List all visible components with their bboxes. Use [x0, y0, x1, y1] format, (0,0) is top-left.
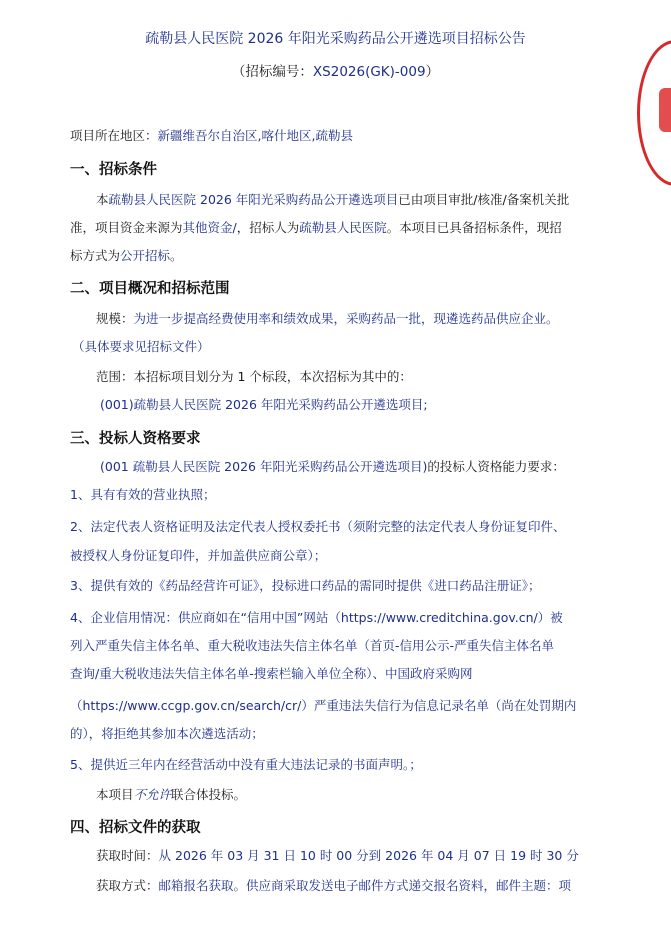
section1-line-1 [96, 192, 569, 208]
location-value: 新疆维吾尔自治区,喀什地区,疏勒县 [157, 128, 353, 143]
section-heading-2: 二、项目概况和招标范围 [70, 281, 230, 297]
time-label: 获取时间： [96, 848, 159, 863]
seal-mark [659, 88, 671, 132]
text-run: 标方式为 [70, 248, 121, 263]
location-label: 项目所在地区： [70, 128, 158, 143]
acquisition-method [96, 878, 571, 894]
section-heading-3: 三、投标人资格要求 [70, 431, 201, 447]
code-value: XS2026(GK)-009 [312, 64, 426, 80]
method-label: 获取方式： [96, 878, 159, 893]
text-run: 准，项目资金来源为 [70, 220, 183, 235]
requirement-item: 列入严重失信主体名单、重大税收违法失信主体名单（首页-信用公示-严重失信主体名单 [70, 638, 555, 653]
project-location [70, 128, 353, 144]
text-run: 联合体投标。 [171, 787, 247, 802]
requirement-item: 5、提供近三年内在经营活动中没有重大违法记录的书面声明。； [70, 757, 422, 772]
consortium-line [96, 787, 246, 803]
fund-source: 其他资金/ [182, 220, 237, 235]
lot-line: (001)疏勒县人民医院 2026 年阳光采购药品公开遴选项目; [100, 397, 428, 412]
code-label: （招标编号： [231, 64, 313, 80]
text-run: 。 [170, 248, 183, 263]
scale-text: 为进一步提高经费使用率和绩效成果，采购药品一批，现遴选药品供应企业。 [133, 311, 559, 326]
qualification-intro [100, 459, 565, 475]
text-run: 已由项目审批/核准/备案机关批 [398, 192, 570, 207]
section1-line-3 [70, 248, 183, 264]
text-run: 的投标人资格能力要求： [427, 459, 565, 474]
method-value: 邮箱报名获取。供应商采取发送电子邮件方式递交报名资料，邮件主题：项 [158, 878, 572, 893]
text-run: ，招标人为 [236, 220, 300, 235]
section-heading-4: 四、招标文件的获取 [70, 820, 201, 836]
tenderer-name: 疏勒县人民医院 [299, 220, 387, 235]
requirement-item: 查询/重大税收违法失信主体名单-搜索栏输入单位全称）、中国政府采购网 [70, 666, 473, 681]
scale-line [96, 311, 559, 327]
project-name: 疏勒县人民医院 2026 年阳光采购药品公开遴选项目 [108, 192, 399, 207]
page-title: 疏勒县人民医院 2026 年阳光采购药品公开遴选项目招标公告 [145, 31, 526, 47]
requirement-item: 1、具有有效的营业执照； [70, 487, 216, 502]
tender-code [0, 60, 671, 80]
code-close: ） [425, 64, 440, 80]
time-value: 从 2026 年 03 月 31 日 10 时 00 分到 2026 年 04 月 07 日 19 时 30 分 [158, 848, 579, 863]
requirement-item: 被授权人身份证复印件，并加盖供应商公章）； [70, 548, 327, 563]
scope-line: 范围：本招标项目划分为 1 个标段，本次招标为其中的： [96, 369, 412, 384]
requirement-item: 2、法定代表人资格证明及法定代表人授权委托书（须附完整的法定代表人身份证复印件、 [70, 519, 566, 534]
text-run: 。本项目已具备招标条件，现招 [386, 220, 562, 235]
scale-note: （具体要求见招标文件） [72, 339, 210, 354]
requirement-item: 4、企业信用情况：供应商如在“信用中国”网站（https://www.creditchina.gov.cn/）被 [70, 610, 563, 625]
section-heading-1: 一、招标条件 [70, 162, 157, 178]
text-run: 本项目 [96, 787, 134, 802]
requirement-item: （https://www.ccgp.gov.cn/search/cr/）严重违法失信行为信息记录名单（尚在处罚期内 [70, 698, 577, 713]
tender-method: 公开招标 [120, 248, 171, 263]
requirement-item: 3、提供有效的《药品经营许可证》，投标进口药品的需同时提供《进口药品注册证》； [70, 578, 541, 593]
text-run: 本 [96, 192, 109, 207]
lot-reference: (001 疏勒县人民医院 2026 年阳光采购药品公开遴选项目) [100, 459, 428, 474]
consortium-status: 不允许 [133, 787, 172, 802]
section1-line-2 [70, 220, 562, 236]
scale-label: 规模： [96, 311, 134, 326]
acquisition-time [96, 848, 579, 864]
requirement-item: 的），将拒绝其参加本次遴选活动； [70, 726, 264, 741]
